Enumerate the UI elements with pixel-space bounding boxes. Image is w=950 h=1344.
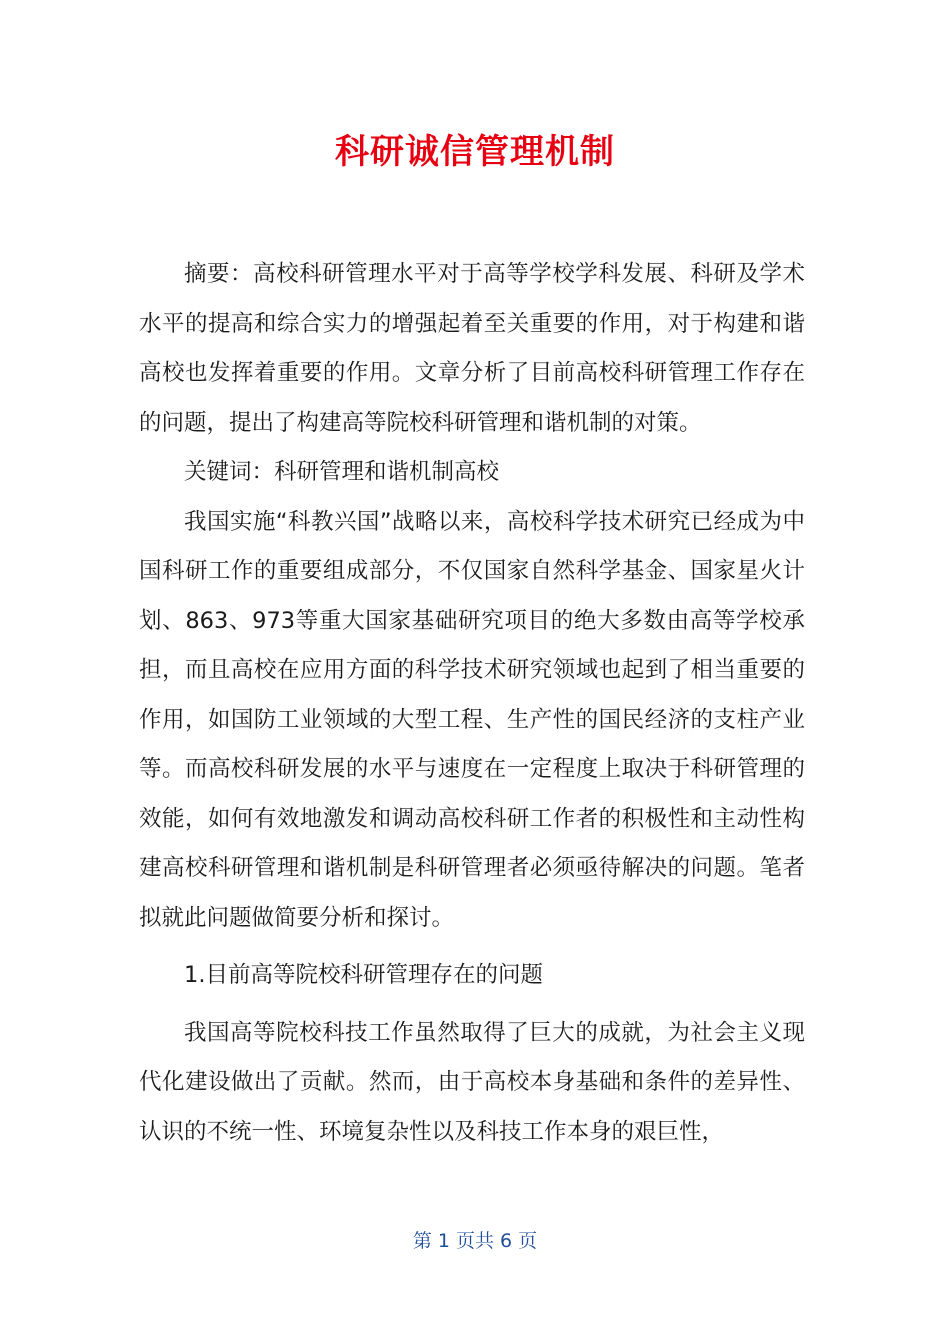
document-body [139,250,805,1157]
intro-paragraph: 我国实施“科教兴国”战略以来，高校科学技术研究已经成为中国科研工作的重要组成部分，不仅国家自然科学基金、国家星火计划、863、973等重大国家基础研究项目的绝大多数由高等学校承担，而且高校在应用方面的科学技术研究领域也起到了相当重要的作用，如国防工业领域的大型工程、生产性的国民经济的支柱产业等。而高校科研发展的水平与速度在一定程度上取决于科研管理的效能，如何有效地激发和调动高校科研工作者的积极性和主动性构建高校科研管理和谐机制是科研管理者必须亟待解决的问题。笔者拟就此问题做简要分析和探讨。 [139,508,805,931]
section-heading: 1.目前高等院校科研管理存在的问题 [184,962,543,988]
abstract-paragraph: 摘要：高校科研管理水平对于高等学校学科发展、科研及学术水平的提高和综合实力的增强起着至关重要的作用，对于构建和谐高校也发挥着重要的作用。文章分析了目前高校科研管理工作存在的问题，提出了构建高等院校科研管理和谐机制的对策。 [139,261,805,436]
keywords-paragraph: 关键词：科研管理和谐机制高校 [184,459,500,485]
page-number-footer: 第 1 页共 6 页 [412,1230,538,1252]
section-paragraph: 我国高等院校科技工作虽然取得了巨大的成就，为社会主义现代化建设做出了贡献。然而，由于高校本身基础和条件的差异性、认识的不统一性、环境复杂性以及科技工作本身的艰巨性， [139,1019,805,1145]
document-title: 科研诚信管理机制 [335,132,615,172]
